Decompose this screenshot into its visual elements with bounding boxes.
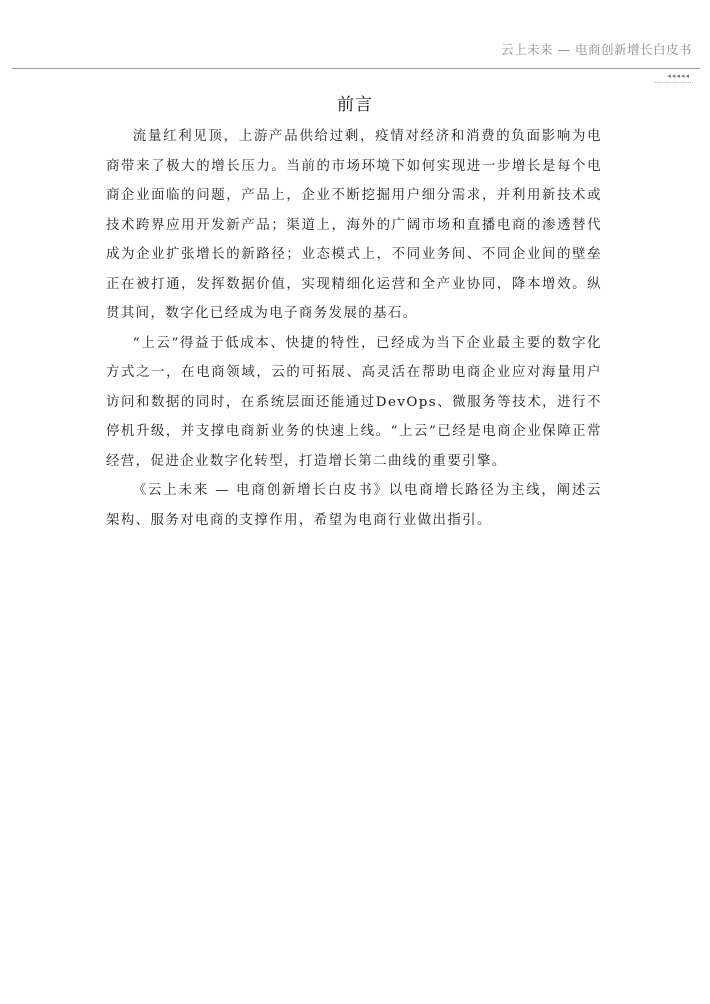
page-header (0, 0, 710, 90)
header-title: 云上未来 — 电商创新增长白皮书 (501, 42, 692, 57)
header-mark-underline (655, 82, 693, 86)
header-divider (12, 68, 700, 69)
preface-body (106, 122, 602, 535)
header-arrows-mark: ◂◂◂◂◂ (667, 72, 690, 80)
paragraph-2: “上云”得益于低成本、快捷的特性，已经成为当下企业最主要的数字化方式之一，在电商领域，云的可拓展、高灵活在帮助电商企业应对海量用户访问和数据的同时，在系统层面还能通过DevOps、微服务等技术，进行不停机升级，并支撑电商新业务的快速上线。“上云”已经是电商企业保障正常经营，促进企业数字化转型，打造增长第二曲线的重要引擎。 (106, 335, 602, 469)
paragraph-1: 流量红利见顶，上游产品供给过剩，疫情对经济和消费的负面影响为电商带来了极大的增长压力。当前的市场环境下如何实现进一步增长是每个电商企业面临的问题，产品上，企业不断挖掘用户细分需求，并利用新技术或技术跨界应用开发新产品；渠道上，海外的广阔市场和直播电商的渗透替代成为企业扩张增长的新路径；业态模式上，不同业务间、不同企业间的壁垒正在被打通，发挥数据价值，实现精细化运营和全产业协同，降本增效。纵贯其间，数字化已经成为电子商务发展的基石。 (106, 129, 602, 321)
paragraph-3: 《云上未来 — 电商创新增长白皮书》以电商增长路径为主线，阐述云架构、服务对电商的支撑作用，希望为电商行业做出指引。 (106, 483, 602, 528)
page-title: 前言 (337, 95, 373, 115)
